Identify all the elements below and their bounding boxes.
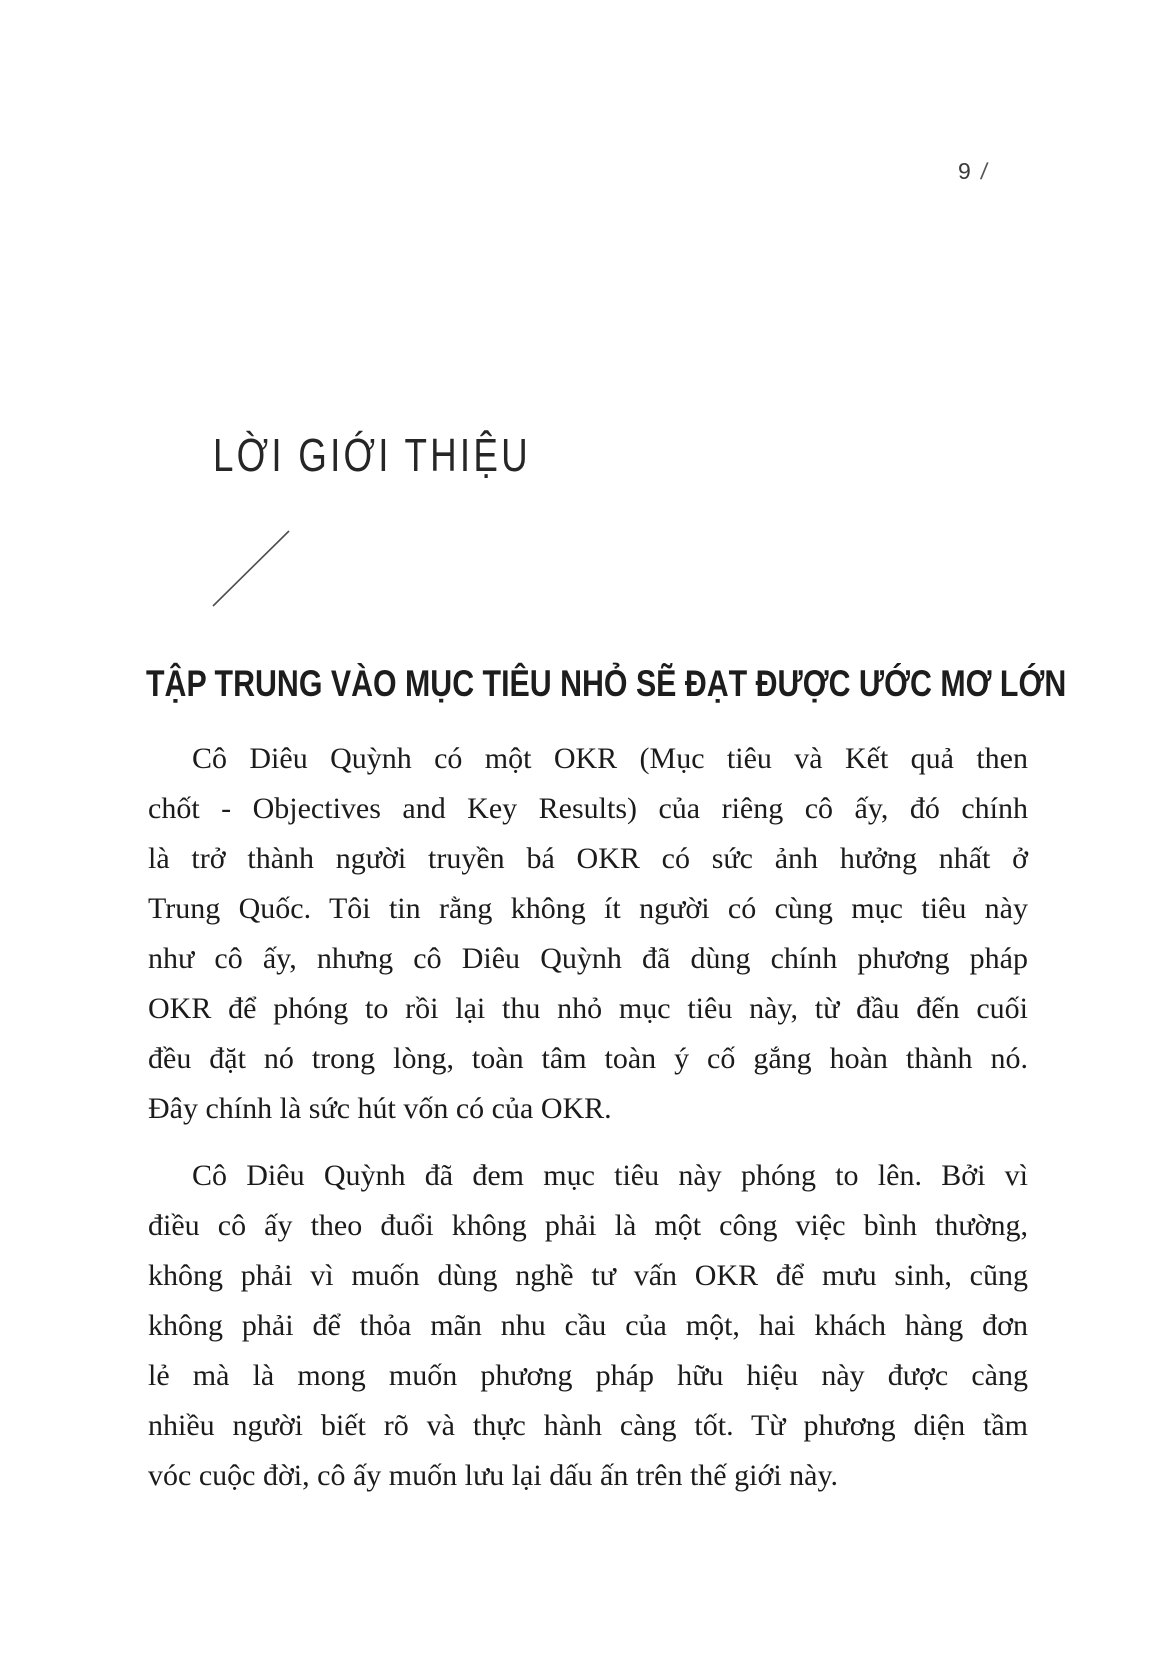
text-line: lẻ mà là mong muốn phương pháp hữu hiệu này được càng bbox=[148, 1359, 1028, 1392]
chapter-title: LỜI GIỚI THIỆU bbox=[213, 429, 531, 481]
text-line: là trở thành người truyền bá OKR có sức ảnh hưởng nhất ở bbox=[148, 842, 1028, 875]
section-heading: TẬP TRUNG VÀO MỤC TIÊU NHỎ SẼ ĐẠT ĐƯỢC ƯỚC MƠ LỚN bbox=[146, 663, 1067, 704]
text-line: Cô Diêu Quỳnh có một OKR (Mục tiêu và Kết quả then bbox=[192, 742, 1028, 775]
text-line: Cô Diêu Quỳnh đã đem mục tiêu này phóng to lên. Bởi vì bbox=[192, 1159, 1028, 1192]
paragraph bbox=[148, 1151, 1028, 1501]
paragraph bbox=[148, 734, 1028, 1134]
text-line: Trung Quốc. Tôi tin rằng không ít người có cùng mục tiêu này bbox=[148, 892, 1028, 925]
text-line: không phải vì muốn dùng nghề tư vấn OKR để mưu sinh, cũng bbox=[148, 1259, 1028, 1292]
paragraphs bbox=[148, 734, 1028, 1501]
page-number-slash: / bbox=[978, 158, 991, 184]
text-line: điều cô ấy theo đuổi không phải là một công việc bình thường, bbox=[148, 1209, 1028, 1242]
text-line: như cô ấy, nhưng cô Diêu Quỳnh đã dùng chính phương pháp bbox=[148, 942, 1028, 975]
diagonal-line-decoration bbox=[205, 524, 297, 610]
page-number bbox=[958, 158, 991, 184]
text-line: OKR để phóng to rồi lại thu nhỏ mục tiêu này, từ đầu đến cuối bbox=[148, 992, 1028, 1025]
text-line: Đây chính là sức hút vốn có của OKR. bbox=[148, 1092, 612, 1125]
text-line: nhiều người biết rõ và thực hành càng tốt. Từ phương diện tầm bbox=[148, 1409, 1028, 1442]
text-line: chốt - Objectives and Key Results) của riêng cô ấy, đó chính bbox=[148, 792, 1028, 825]
text-line: đều đặt nó trong lòng, toàn tâm toàn ý cố gắng hoàn thành nó. bbox=[148, 1042, 1028, 1075]
text-line: không phải để thỏa mãn nhu cầu của một, hai khách hàng đơn bbox=[148, 1309, 1028, 1342]
page-number-value: 9 bbox=[958, 158, 972, 184]
text-line: vóc cuộc đời, cô ấy muốn lưu lại dấu ấn trên thế giới này. bbox=[148, 1459, 839, 1492]
